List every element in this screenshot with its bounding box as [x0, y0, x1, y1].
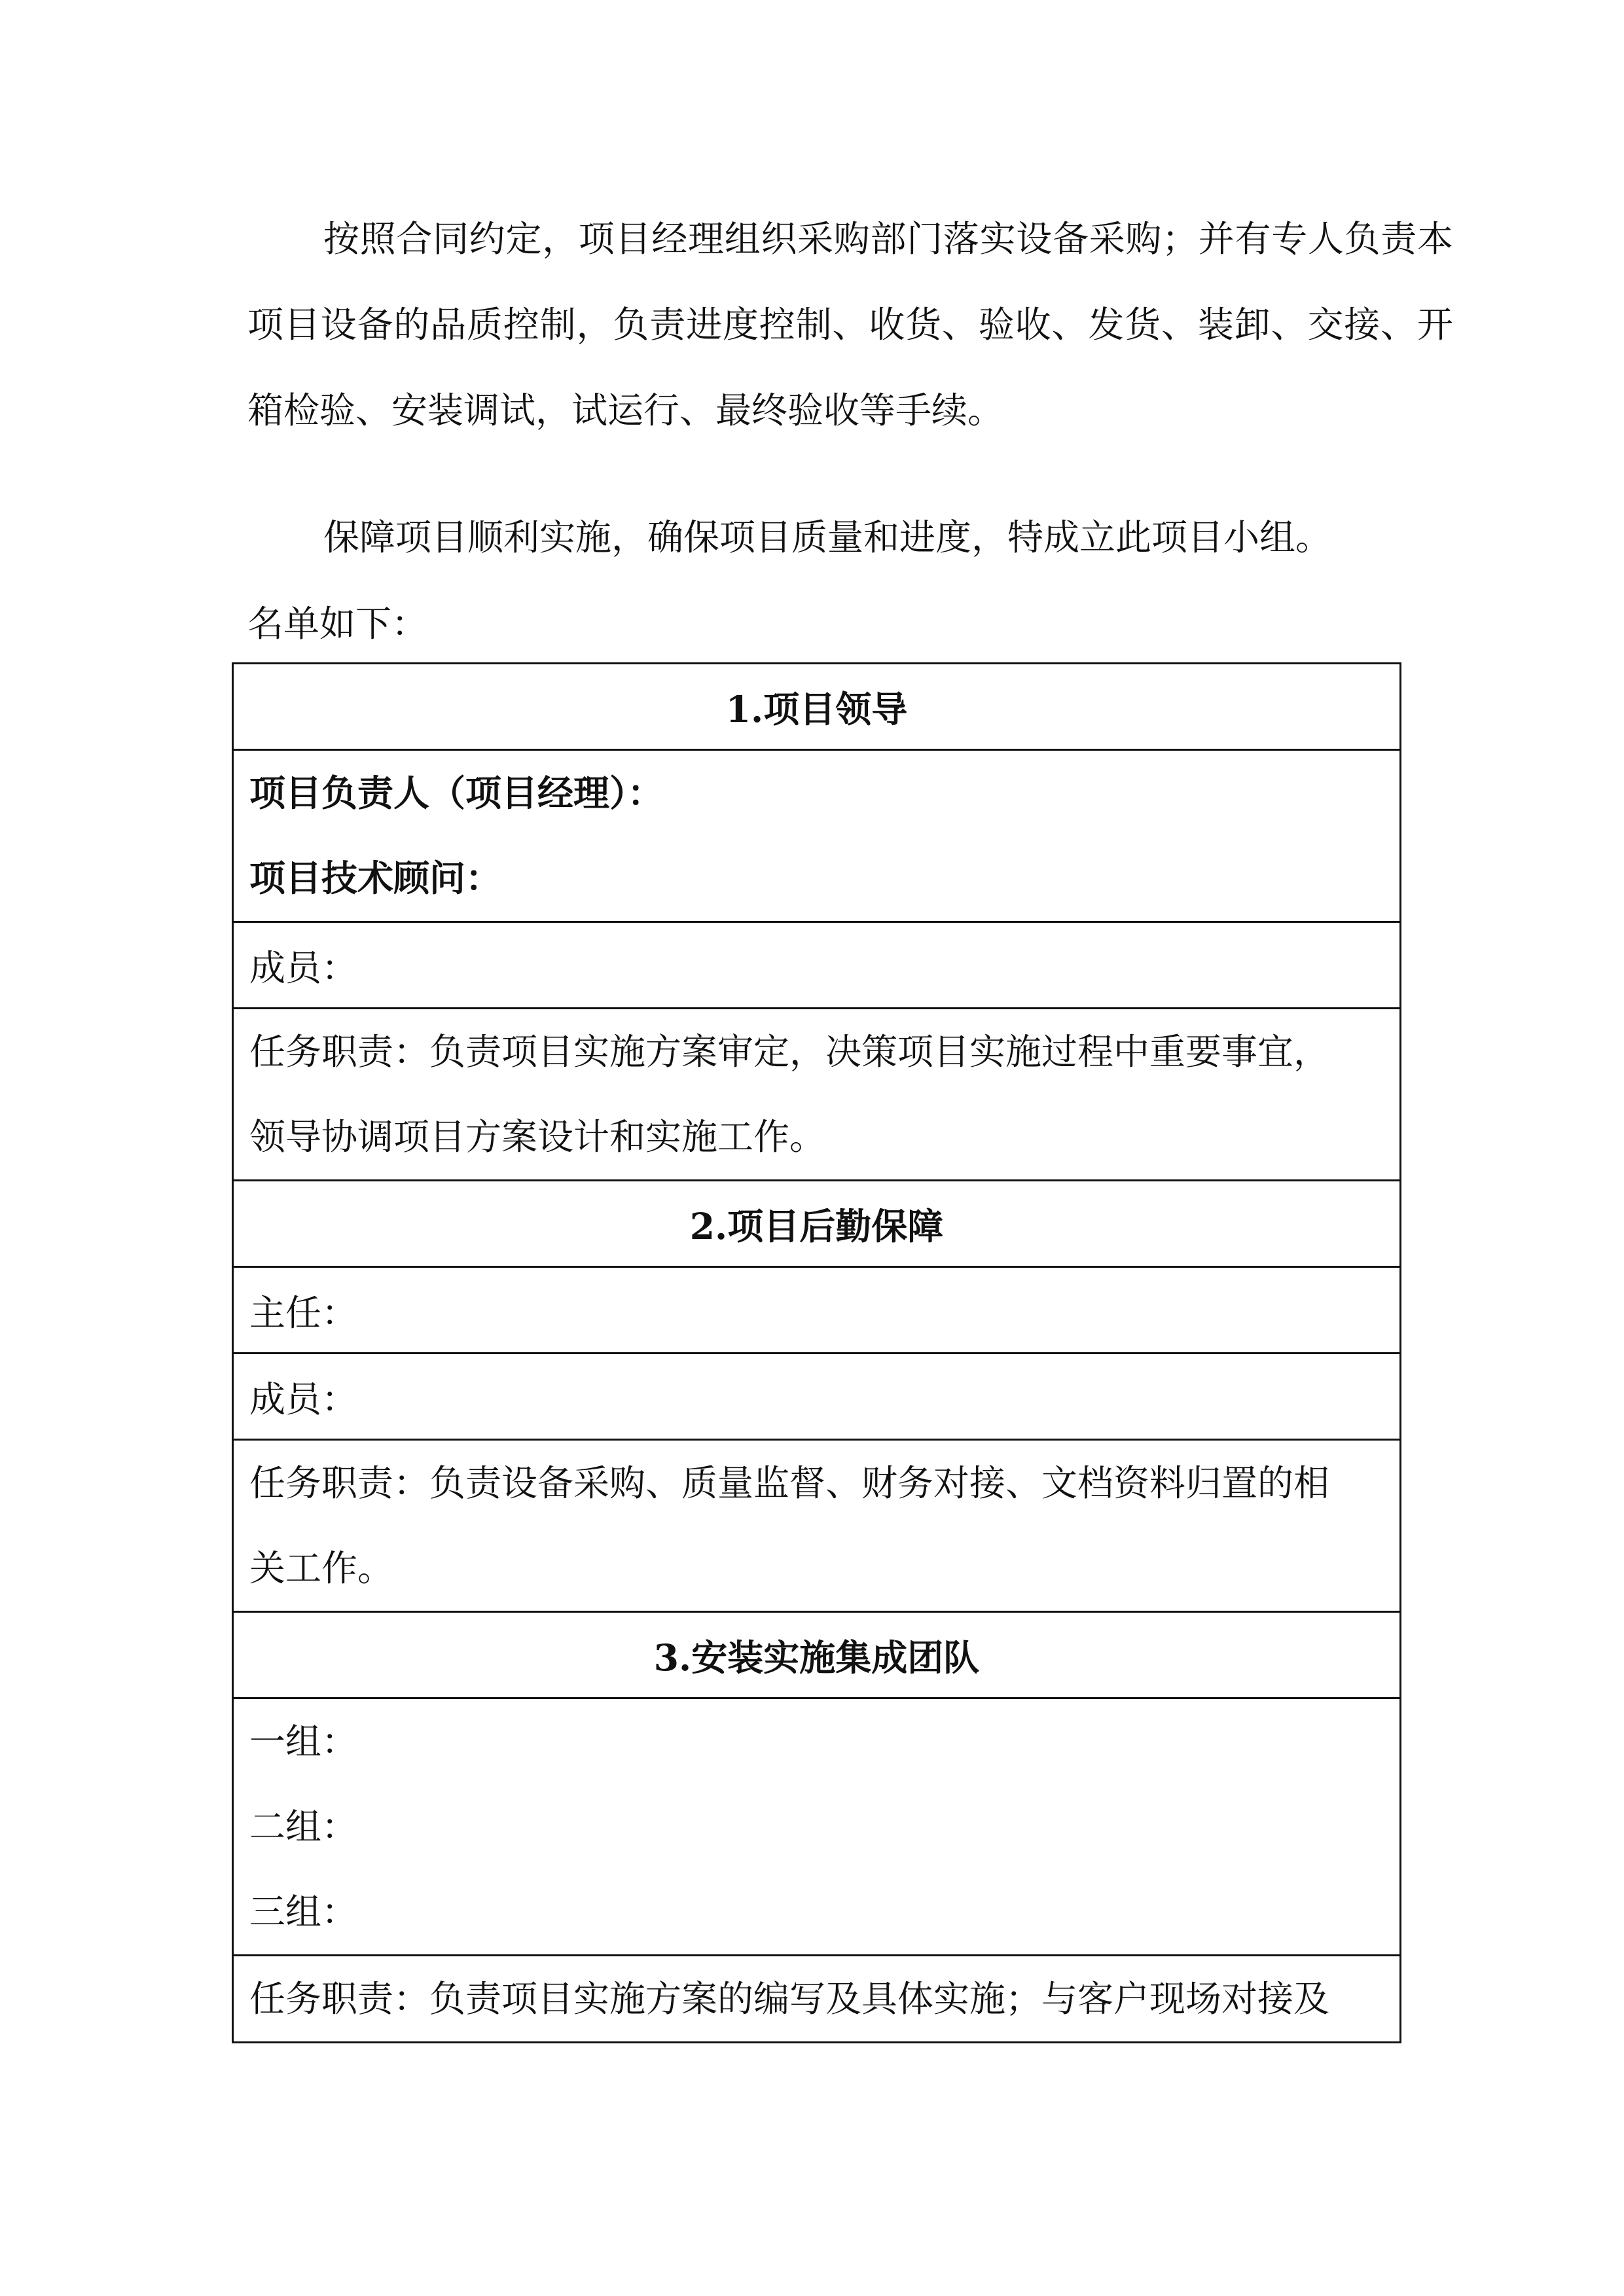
logistics-duty-cell: [233, 1440, 1401, 1612]
section-title-logistics: 2.项目后勤保障: [233, 1181, 1401, 1267]
leadership-duty-cell: [233, 1009, 1401, 1181]
section-header-row: [233, 1612, 1401, 1698]
duty-line: 关工作。: [249, 1547, 394, 1589]
leadership-roles-row: [233, 750, 1401, 922]
project-team-table: [232, 662, 1401, 2043]
section-title-integration-team: 3.安装实施集成团队: [233, 1612, 1401, 1698]
logistics-duty-row: [233, 1440, 1401, 1612]
group-label: 三组：: [249, 1891, 358, 1933]
duty-line: 领导协调项目方案设计和实施工作。: [249, 1116, 826, 1158]
logistics-members-row: [233, 1354, 1401, 1440]
integration-duty-row: [233, 1956, 1401, 2043]
project-leader-label: 项目负责人（项目经理）：: [249, 772, 664, 814]
section-title-leadership: 1.项目领导: [233, 664, 1401, 750]
list-intro: 名单如下：: [247, 603, 428, 645]
leadership-duty-row: [233, 1009, 1401, 1181]
duty-line: 任务职责：负责项目实施方案的编写及具体实施；与客户现场对接及: [249, 1978, 1330, 2020]
technical-advisor-label: 项目技术顾问：: [249, 857, 502, 899]
leadership-members-label: 成员：: [233, 922, 1401, 1009]
duty-line: 任务职责：负责设备采购、质量监督、财务对接、文档资料归置的相: [249, 1462, 1330, 1504]
logistics-members-label: 成员：: [233, 1354, 1401, 1440]
intro-paragraph: 按照合同约定，项目经理组织采购部门落实设备采购；并有专人负责本项目设备的品质控制，负责进度控制、收货、验收、发货、装卸、交接、开箱检验、安装调试，试运行、最终验收等手续。: [247, 218, 1453, 431]
integration-groups-row: [233, 1698, 1401, 1956]
group-label: 二组：: [249, 1806, 358, 1848]
integration-duty-cell: [233, 1956, 1401, 2043]
integration-groups-cell: [233, 1698, 1401, 1956]
leadership-roles-cell: [233, 750, 1401, 922]
logistics-director-row: [233, 1267, 1401, 1354]
group-label: 一组：: [249, 1721, 358, 1763]
duty-line: 任务职责：负责项目实施方案审定，决策项目实施过程中重要事宜，: [249, 1031, 1330, 1073]
leadership-members-row: [233, 922, 1401, 1009]
logistics-director-label: 主任：: [233, 1267, 1401, 1354]
section-header-row: [233, 1181, 1401, 1267]
purpose-paragraph: 保障项目顺利实施，确保项目质量和进度，特成立此项目小组。: [323, 516, 1332, 558]
section-header-row: [233, 664, 1401, 750]
